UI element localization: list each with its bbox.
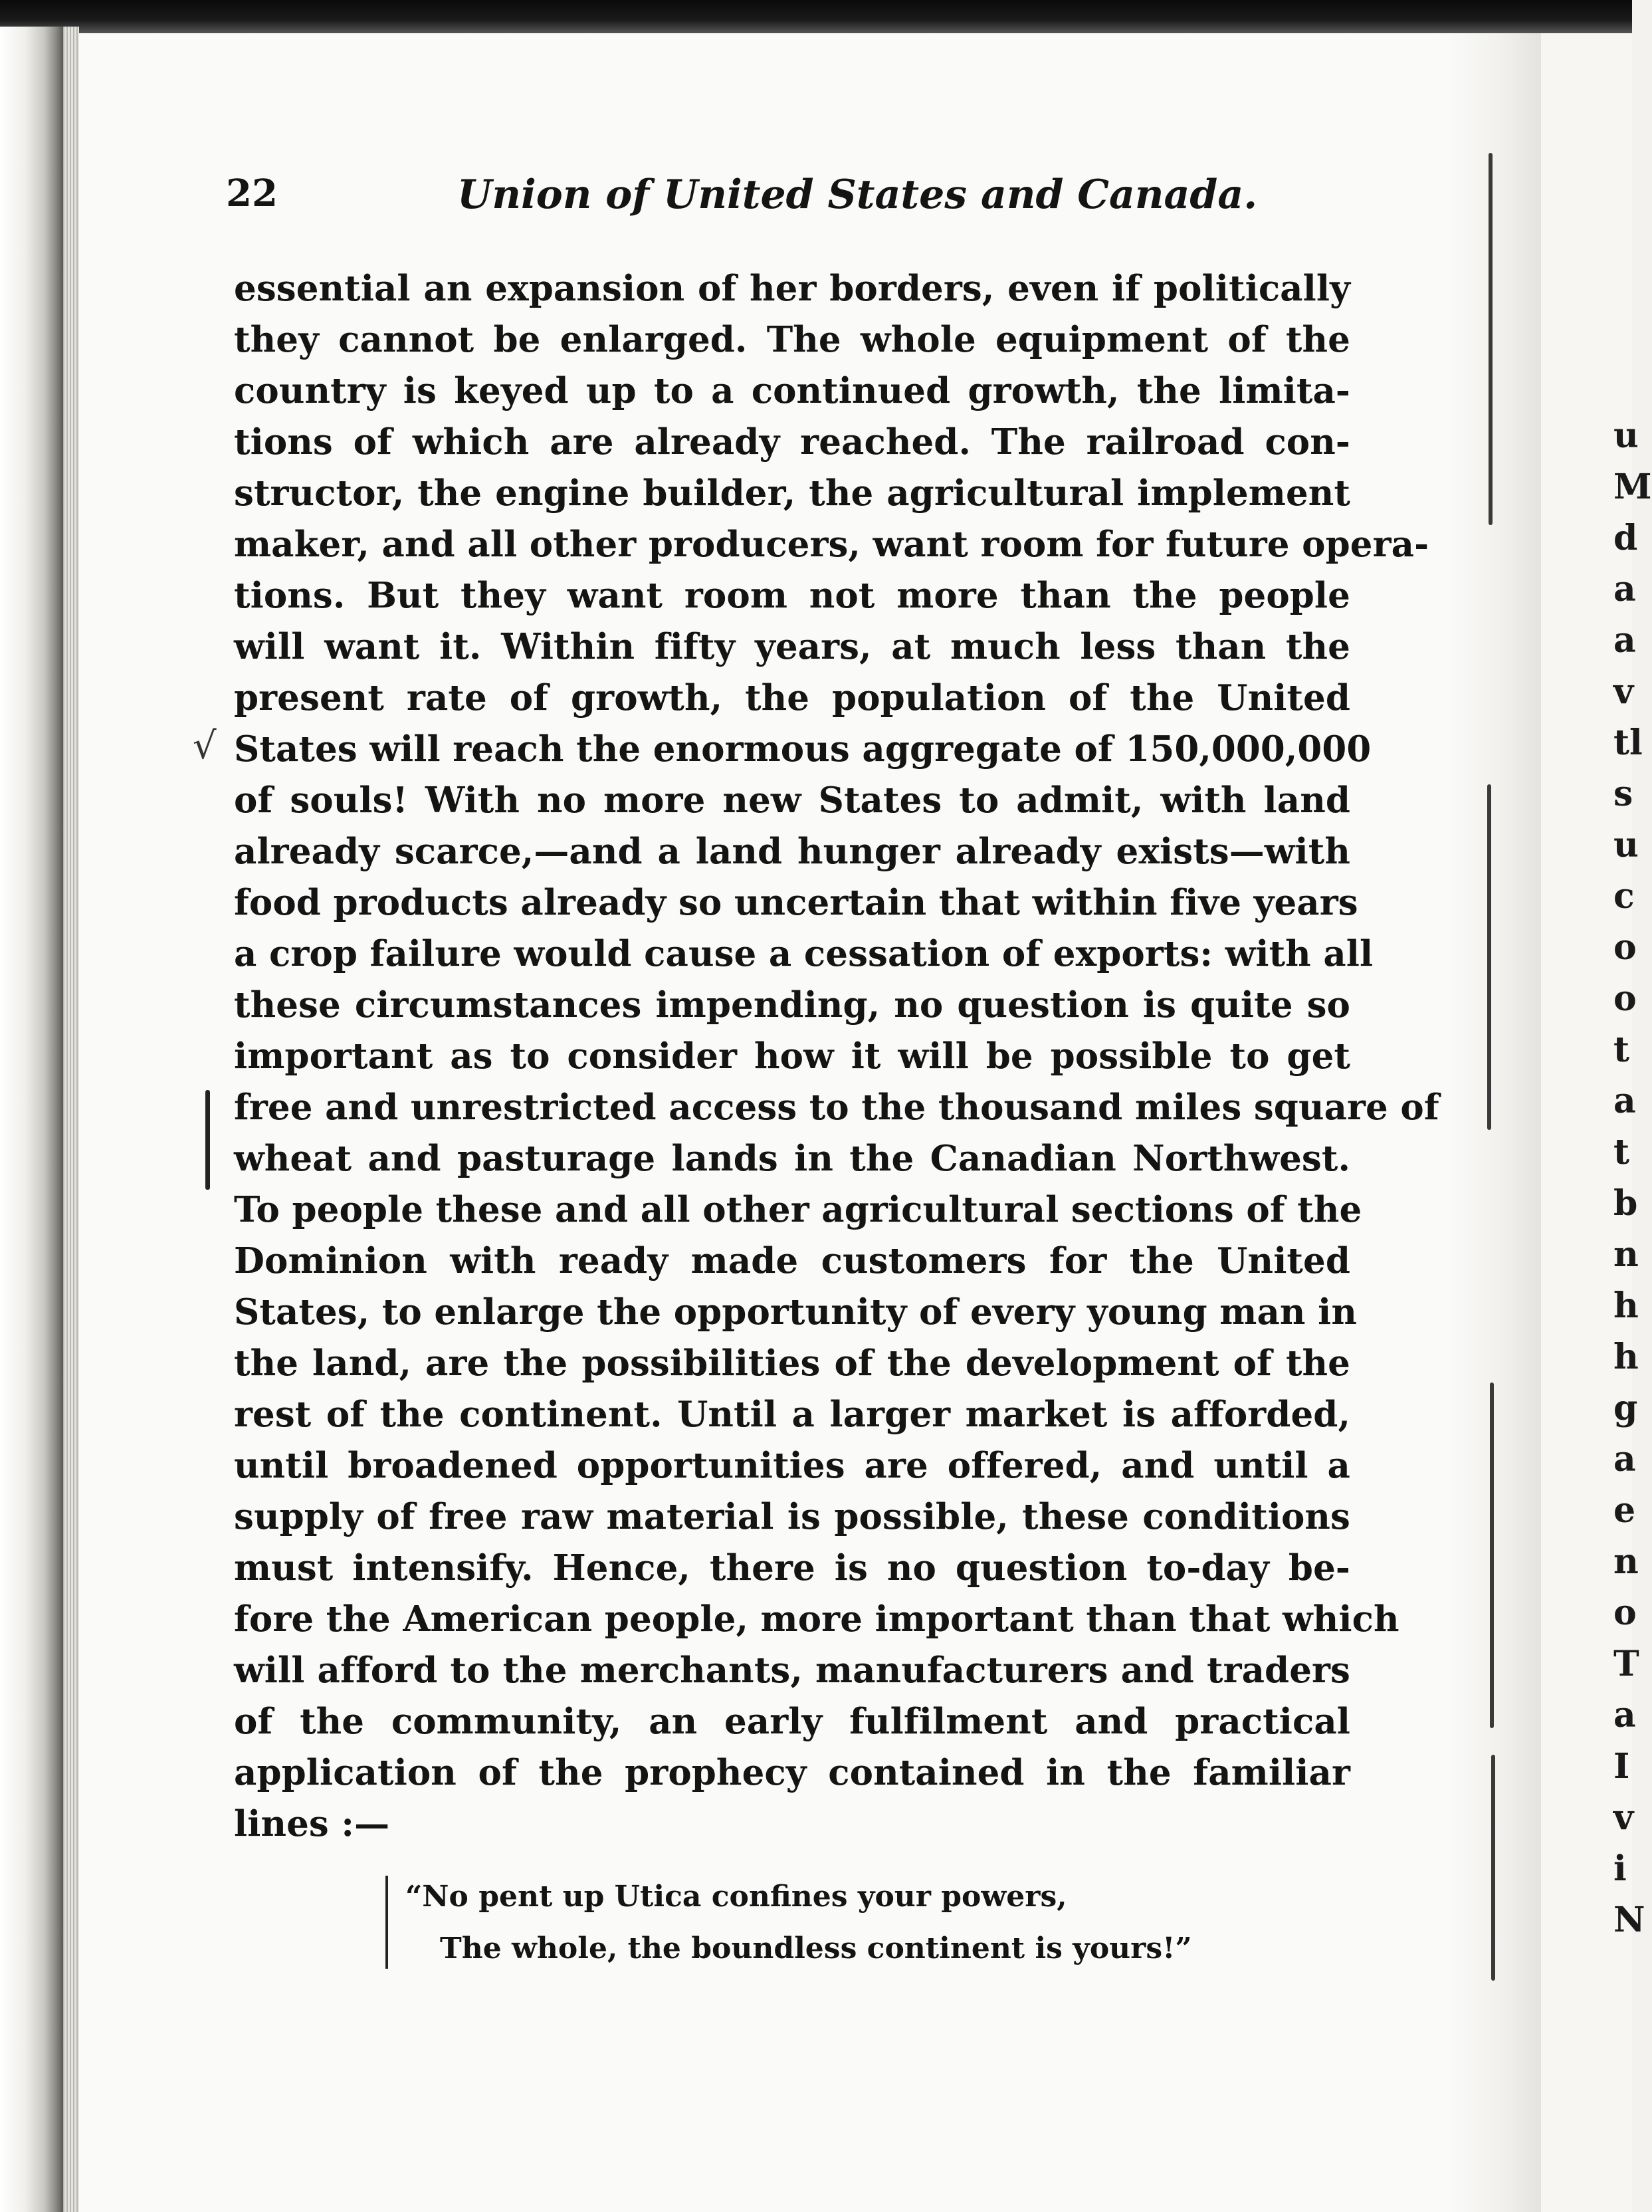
margin-pencil-mark	[205, 1090, 210, 1190]
text-line: important as to consider how it will be possible to get	[234, 1036, 1350, 1077]
facing-page-letter: a	[1613, 1695, 1636, 1735]
text-line: essential an expansion of her borders, even if politically	[234, 268, 1350, 309]
binding-thread-1	[1489, 153, 1493, 525]
text-line: wheat and pasturage lands in the Canadian Northwest.	[234, 1138, 1350, 1179]
quote-line: The whole, the boundless continent is yours!”	[440, 1932, 1192, 1965]
facing-page-letter: h	[1613, 1337, 1639, 1377]
facing-page-letter: a	[1613, 569, 1636, 609]
facing-page-letter: b	[1613, 1183, 1638, 1224]
facing-page-letter: a	[1613, 620, 1636, 661]
text-line: already scarce,—and a land hunger already exists—with	[234, 831, 1350, 872]
facing-page-letter: s	[1613, 774, 1633, 814]
text-line: tions. But they want room not more than the people	[234, 575, 1350, 616]
facing-page-letter: c	[1613, 876, 1635, 917]
facing-page-letter: e	[1613, 1490, 1636, 1531]
text-line: present rate of growth, the population of the United	[234, 677, 1350, 719]
text-line: fore the American people, more important than that which	[234, 1599, 1399, 1640]
text-line: must intensify. Hence, there is no question to-day be-	[234, 1547, 1350, 1589]
text-line: until broadened opportunities are offered, and until a	[234, 1445, 1350, 1486]
text-line: they cannot be enlarged. The whole equipment of the	[234, 319, 1350, 360]
text-line: these circumstances impending, no question is quite so	[234, 984, 1350, 1026]
text-line: States will reach the enormous aggregate of 150,000,000	[234, 728, 1372, 770]
facing-page-letter: d	[1613, 518, 1638, 558]
facing-page-letter: i	[1613, 1848, 1627, 1889]
text-line: of the community, an early fulfilment and practical	[234, 1701, 1350, 1742]
facing-page-letter: o	[1613, 1593, 1637, 1633]
facing-page-letter: g	[1613, 1388, 1638, 1428]
binding-thread-2	[1487, 784, 1491, 1130]
facing-page-letter: v	[1613, 1797, 1634, 1838]
facing-page-letter: M	[1613, 467, 1652, 507]
page-edge-stack	[0, 27, 63, 2212]
text-line: application of the prophecy contained in the familiar	[234, 1752, 1350, 1793]
margin-check-mark: √	[193, 724, 217, 768]
text-line: a crop failure would cause a cessation of exports: with all	[234, 933, 1374, 974]
quote-line: “No pent up Utica confines your powers,	[405, 1880, 1067, 1914]
text-line: free and unrestricted access to the thousand miles square of	[234, 1087, 1439, 1128]
text-line: rest of the continent. Until a larger market is afforded,	[234, 1394, 1350, 1435]
binding-thread-3	[1490, 1382, 1494, 1728]
text-line: lines :—	[234, 1803, 390, 1844]
facing-page-letter: u	[1613, 415, 1639, 456]
facing-page-letter: T	[1613, 1644, 1639, 1684]
facing-page-letter: a	[1613, 1439, 1636, 1480]
facing-page-letter: tl	[1613, 722, 1643, 763]
facing-page-letter: o	[1613, 927, 1637, 968]
verse-quotation	[405, 1871, 1192, 1975]
facing-page-letter: h	[1613, 1285, 1639, 1326]
facing-page-letter: t	[1613, 1030, 1630, 1070]
body-paragraph	[234, 263, 1439, 1850]
facing-page-letter: o	[1613, 978, 1637, 1019]
text-line: food products already so uncertain that within five years	[234, 882, 1358, 923]
text-line: Dominion with ready made customers for the United	[234, 1240, 1350, 1281]
running-head-title: Union of United States and Canada.	[457, 171, 1258, 218]
facing-page-letter: a	[1613, 1081, 1636, 1121]
facing-page-letter: n	[1613, 1541, 1639, 1582]
text-line: tions of which are already reached. The railroad con-	[234, 421, 1350, 463]
page-number: 22	[226, 171, 278, 215]
text-line: supply of free raw material is possible, these conditions	[234, 1496, 1350, 1537]
text-line: will afford to the merchants, manufacturers and traders	[234, 1650, 1350, 1691]
binding-thread-4	[1491, 1755, 1495, 1981]
text-line: maker, and all other producers, want room for future opera-	[234, 524, 1429, 565]
text-line: country is keyed up to a continued growth, the limita-	[234, 370, 1350, 411]
text-line: structor, the engine builder, the agricultural implement	[234, 473, 1350, 514]
text-line: of souls! With no more new States to admit, with land	[234, 780, 1350, 821]
text-line: States, to enlarge the opportunity of every young man in	[234, 1291, 1357, 1333]
text-line: To people these and all other agricultural sections of the	[234, 1189, 1362, 1230]
scan-top-border	[0, 0, 1632, 33]
facing-page-letter: t	[1613, 1132, 1630, 1172]
running-head	[226, 171, 1369, 225]
facing-page-letter: u	[1613, 825, 1639, 865]
facing-page-letter: I	[1613, 1746, 1630, 1787]
text-line: will want it. Within fifty years, at much less than the	[234, 626, 1350, 667]
text-line: the land, are the possibilities of the development of the	[234, 1343, 1350, 1384]
quote-margin-bar	[385, 1876, 388, 1969]
facing-page-letter: N	[1613, 1900, 1645, 1940]
facing-page-letter: n	[1613, 1234, 1639, 1275]
facing-page-letter: v	[1613, 671, 1634, 712]
